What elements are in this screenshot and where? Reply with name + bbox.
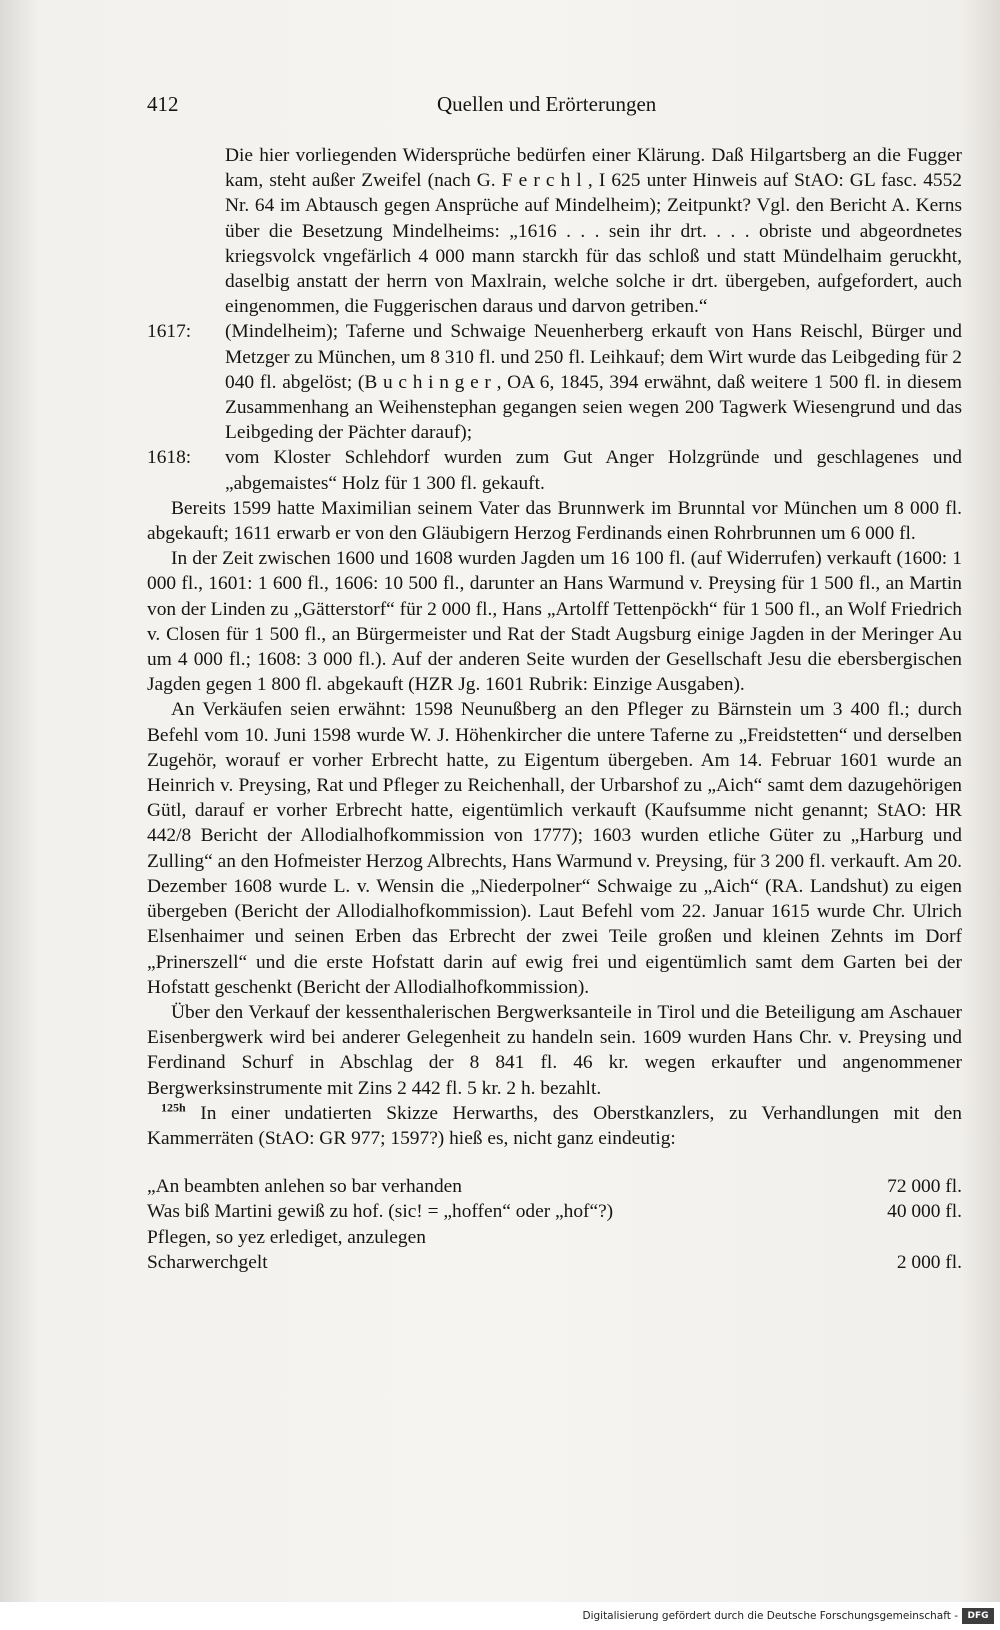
footnote-marker: 125h bbox=[161, 1100, 186, 1115]
paragraph: Bereits 1599 hatte Maximilian seinem Vater das Brunnwerk im Brunntal vor München um 8 000 fl. abgekauft; 1611 erwarb er von den Gläubigern Herzog Ferdinands einen Rohrbrunnen um 6 000 fl. bbox=[147, 497, 962, 545]
list-item-amount: 2 000 fl. bbox=[896, 1251, 962, 1273]
funding-credit: Digitalisierung gefördert durch die Deutsche Forschungsgemeinschaft - bbox=[582, 1610, 958, 1622]
entry-year: 1618: bbox=[147, 447, 192, 469]
quoted-list bbox=[147, 1174, 962, 1275]
entry-text: vom Kloster Schlehdorf wurden zum Gut Anger Holzgründe und geschlagenes und „abgemaistes“ Holz für 1 300 fl. gekauft. bbox=[225, 447, 962, 494]
list-item-label: Pflegen, so yez erlediget, anzulegen bbox=[147, 1226, 426, 1248]
digitization-footer bbox=[0, 1602, 1000, 1630]
list-item-label: Was biß Martini gewiß zu hof. (sic! = „hoffen“ oder „hof“?) bbox=[147, 1201, 614, 1223]
dfg-logo: DFG bbox=[962, 1608, 994, 1624]
list-item bbox=[147, 1225, 962, 1250]
list-item-amount: 40 000 fl. bbox=[887, 1201, 962, 1223]
intro-paragraph: Die hier vorliegenden Widersprüche bedürfen einer Klärung. Daß Hilgartsberg an die Fugger kam, steht außer Zweifel (nach G. F e r c h l , I 625 unter Hinweis auf StAO: GL fasc. 4552 Nr. 64 im Abtausch gegen Ansprüche auf Mindelheim); Zeitpunkt? Vgl. den Bericht A. Kerns über die Besetzung Mindelheims: „1616 . . . sein ihr drt. . . . obriste und abgeordnetes kriegsvolck vngefärlich 4 000 mann starckh für das schloß und statt Mündelhaim geruckht, daselbig anstatt der herrn von Maxlrain, welche solche ir drt. übergeben, aufgefordert, auch eingenommen, die Fuggerischen daraus und darvon getriben.“ bbox=[225, 145, 962, 318]
footnote-text: In einer undatierten Skizze Herwarths, des Oberstkanzlers, zu Verhandlungen mit den Kammerräten (StAO: GR 977; 1597?) hieß es, nicht ganz eindeutig: bbox=[147, 1102, 962, 1149]
paragraph: Über den Verkauf der kessenthalerischen Bergwerksanteile in Tirol und die Beteiligung am Aschauer Eisenbergwerk wird bei anderer Gelegenheit zu handeln sein. 1609 wurden Hans Chr. v. Preysing und Ferdinand Schurf in Abschlag der 8 841 fl. 46 kr. wegen erkaufter und angenommener Bergwerksinstrumente mit Zins 2 442 fl. 5 kr. 2 h. bezahlt. bbox=[147, 1001, 962, 1099]
list-item bbox=[147, 1250, 962, 1275]
paragraph: An Verkäufen seien erwähnt: 1598 Neunußberg an den Pfleger zu Bärnstein um 3 400 fl.; durch Befehl vom 10. Juni 1598 wurde W. J. Höhenkircher die untere Taferne zu „Freidstetten“ und derselben Zugehör, worauf er vorher Erbrecht hatte, zu Eigentum übergeben. Am 14. Februar 1601 wurde an Heinrich v. Preysing, Rat und Pfleger zu Reichenhall, der Urbarshof zu „Aich“ samt dem dazugehörigen Gütl, darauf er vorher Erbrecht hatte, eigentümlich verkauft (Kaufsumme nicht genannt; StAO: HR 442/8 Bericht der Allodialhofkommission von 1777); 1603 wurden etliche Güter zu „Harburg und Zulling“ an den Hofmeister Herzog Albrechts, Hans Warmund v. Preysing, für 3 200 fl. verkauft. Am 20. Dezember 1608 wurde L. v. Wensin die „Niederpolner“ Schwaige zu „Aich“ (RA. Landshut) zu eigen übergeben (Bericht der Allodialhofkommission). Laut Befehl vom 22. Januar 1615 wurde Chr. Ulrich Elsenhaimer und seinen Erben das Erbrecht der zwei Teile großen und kleinen Zehnts im Dorf „Prinerszell“ und die erste Hofstatt darin auf ewig frei und eigentümlich samt dem Garten bei der Hofstatt geschenkt (Bericht der Allodialhofkommission). bbox=[147, 699, 962, 998]
list-item bbox=[147, 1174, 962, 1199]
list-item-label: Scharwerchgelt bbox=[147, 1251, 268, 1273]
list-item-amount: 72 000 fl. bbox=[887, 1176, 962, 1198]
page-header bbox=[147, 92, 967, 122]
body-text bbox=[147, 143, 962, 1275]
list-item bbox=[147, 1199, 962, 1224]
paragraph: In der Zeit zwischen 1600 und 1608 wurden Jagden um 16 100 fl. (auf Widerrufen) verkauft (1600: 1 000 fl., 1601: 1 600 fl., 1606: 10 500 fl., darunter an Hans Warmund v. Preysing für 1 500 fl., an Martin von der Linden zu „Gätterstorf“ für 2 000 fl., Hans „Artolff Tettenpöckh“ für 1 500 fl., an Wolf Friedrich v. Closen für 1 500 fl., an Bürgermeister und Rat der Stadt Augsburg einige Jagden in der Meringer Au um 4 000 fl.; 1608: 3 000 fl.). Auf der anderen Seite wurden der Gesellschaft Jesu die ebersbergischen Jagden gegen 1 800 fl. abgekauft (HZR Jg. 1601 Rubrik: Einzige Ausgaben). bbox=[147, 548, 962, 696]
dated-entry bbox=[147, 445, 962, 495]
footnote bbox=[147, 1101, 962, 1151]
entry-text: (Mindelheim); Taferne und Schwaige Neuenherberg erkauft von Hans Reischl, Bürger und Metzger zu München, um 8 310 fl. und 250 fl. Leihkauf; dem Wirt wurde das Leibgeding für 2 040 fl. abgelöst; (B u c h i n g e r , OA 6, 1845, 394 erwähnt, daß weitere 1 500 fl. in diesem Zusammenhang an Weihenstephan gegangen seien wegen 200 Tagwerk Wiesengrund und das Leibgeding der Pächter darauf); bbox=[225, 321, 962, 444]
page-number: 412 bbox=[147, 92, 179, 116]
list-item-label: „An beambten anlehen so bar verhanden bbox=[147, 1176, 462, 1198]
dated-entry bbox=[147, 319, 962, 445]
running-title: Quellen und Erörterungen bbox=[437, 92, 657, 116]
entry-year: 1617: bbox=[147, 321, 192, 343]
